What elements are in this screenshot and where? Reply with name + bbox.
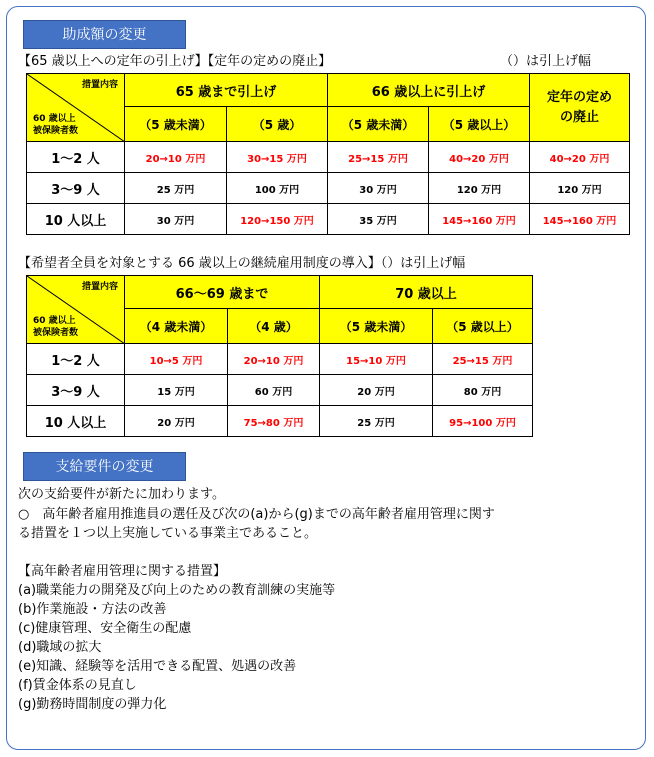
row-header: 1～2 人 bbox=[27, 344, 125, 375]
table-cell: 15→10 万円 bbox=[320, 344, 433, 375]
table-cell: 30 万円 bbox=[125, 204, 227, 235]
table-row bbox=[27, 204, 630, 235]
table-cell: 145→160 万円 bbox=[530, 204, 630, 235]
measure-item: (c)健康管理、安全衛生の配慮 bbox=[18, 621, 192, 636]
table2-sub-header: （4 歳） bbox=[228, 309, 320, 344]
measure-item: (f)賃金体系の見直し bbox=[18, 678, 137, 693]
corner-label-insured: 60 歳以上 被保険者数 bbox=[33, 316, 79, 338]
table1-sub-header: （5 歳） bbox=[227, 107, 328, 142]
section-label-subsidy: 助成額の変更 bbox=[23, 20, 186, 49]
requirements-intro: 次の支給要件が新たに加わります。 bbox=[18, 487, 225, 502]
table1-sub-header: （5 歳未満） bbox=[328, 107, 429, 142]
row-header: 3～9 人 bbox=[27, 173, 125, 204]
table-cell: 120 万円 bbox=[429, 173, 530, 204]
table-cell: 10→5 万円 bbox=[125, 344, 228, 375]
section-label-requirements: 支給要件の変更 bbox=[23, 452, 186, 481]
table-cell: 60 万円 bbox=[228, 375, 320, 406]
table-row bbox=[27, 375, 533, 406]
table-cell: 20 万円 bbox=[320, 375, 433, 406]
table1-note: （）は引上げ幅 bbox=[500, 54, 592, 69]
table-row bbox=[27, 344, 533, 375]
table-cell: 30 万円 bbox=[328, 173, 429, 204]
table-cell: 20 万円 bbox=[125, 406, 228, 437]
table-cell: 25→15 万円 bbox=[433, 344, 533, 375]
table2-caption: 【希望者全員を対象とする 66 歳以上の継続雇用制度の導入】（）は引上げ幅 bbox=[18, 256, 466, 271]
table2-group-header: 66～69 歳まで bbox=[125, 276, 320, 309]
corner-label-measures: 措置内容 bbox=[81, 282, 118, 292]
table2-corner-header bbox=[27, 276, 125, 344]
measure-item: (d)職域の拡大 bbox=[18, 640, 102, 655]
table-cell: 95→100 万円 bbox=[433, 406, 533, 437]
corner-label-insured: 60 歳以上 被保険者数 bbox=[33, 114, 79, 136]
table1-sub-header: （5 歳以上） bbox=[429, 107, 530, 142]
table-cell: 120 万円 bbox=[530, 173, 630, 204]
table1-group-header: 定年の定め の廃止 bbox=[530, 74, 630, 142]
table-row bbox=[27, 173, 630, 204]
table-cell: 20→10 万円 bbox=[228, 344, 320, 375]
table2-sub-header: （5 歳以上） bbox=[433, 309, 533, 344]
table-cell: 75→80 万円 bbox=[228, 406, 320, 437]
table-cell: 20→10 万円 bbox=[125, 142, 227, 173]
corner-label-measures: 措置内容 bbox=[81, 80, 118, 90]
table1-corner-header bbox=[27, 74, 125, 142]
table-cell: 40→20 万円 bbox=[429, 142, 530, 173]
table-cell: 15 万円 bbox=[125, 375, 228, 406]
measure-item: (a)職業能力の開発及び向上のための教育訓練の実施等 bbox=[18, 583, 336, 598]
table-cell: 25 万円 bbox=[320, 406, 433, 437]
table-cell: 100 万円 bbox=[227, 173, 328, 204]
table-cell: 25→15 万円 bbox=[328, 142, 429, 173]
table1-caption: 【65 歳以上への定年の引上げ】【定年の定めの廃止】 bbox=[18, 54, 332, 69]
row-header: 10 人以上 bbox=[27, 204, 125, 235]
table2-sub-header: （5 歳未満） bbox=[320, 309, 433, 344]
table-cell: 145→160 万円 bbox=[429, 204, 530, 235]
requirements-line-2: る措置を１つ以上実施している事業主であること。 bbox=[18, 526, 318, 541]
table-row bbox=[27, 142, 630, 173]
row-header: 10 人以上 bbox=[27, 406, 125, 437]
table-cell: 25 万円 bbox=[125, 173, 227, 204]
measures-title: 【高年齢者雇用管理に関する措置】 bbox=[18, 564, 227, 579]
table2-sub-header: （4 歳未満） bbox=[125, 309, 228, 344]
table-cell: 120→150 万円 bbox=[227, 204, 328, 235]
requirements-line-1: ○ 高年齢者雇用推進員の選任及び次の(a)から(g)までの高年齢者雇用管理に関す bbox=[18, 507, 495, 522]
table-cell: 40→20 万円 bbox=[530, 142, 630, 173]
table1-sub-header: （5 歳未満） bbox=[125, 107, 227, 142]
table-row bbox=[27, 406, 533, 437]
table2-group-header: 70 歳以上 bbox=[320, 276, 533, 309]
table-cell: 80 万円 bbox=[433, 375, 533, 406]
table-cell: 35 万円 bbox=[328, 204, 429, 235]
measure-item: (g)勤務時間制度の弾力化 bbox=[18, 697, 167, 712]
table1-group-header: 65 歳まで引上げ bbox=[125, 74, 328, 107]
table1-group-header: 66 歳以上に引上げ bbox=[328, 74, 530, 107]
table2 bbox=[26, 275, 533, 437]
measure-item: (b)作業施設・方法の改善 bbox=[18, 602, 167, 617]
measure-item: (e)知識、経験等を活用できる配置、処遇の改善 bbox=[18, 659, 297, 674]
row-header: 3～9 人 bbox=[27, 375, 125, 406]
table-cell: 30→15 万円 bbox=[227, 142, 328, 173]
table1 bbox=[26, 73, 630, 235]
row-header: 1～2 人 bbox=[27, 142, 125, 173]
